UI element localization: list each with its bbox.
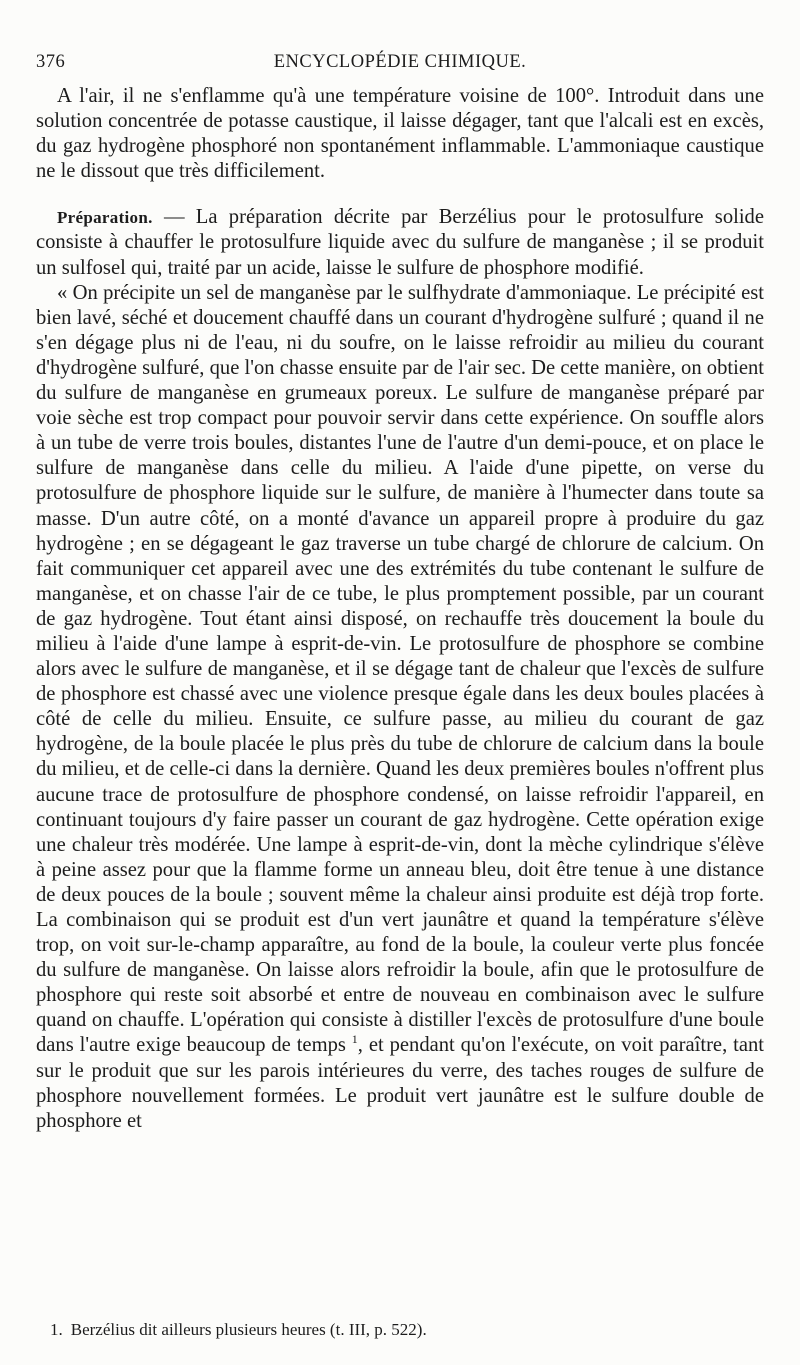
paragraph <box>36 281 764 1134</box>
paragraph-text: A l'air, il ne s'enflamme qu'à une température voisine de 100°. Introduit dans une solution concentrée de potasse caustique, il laisse dégager, tant que l'alcali est en excès, du gaz hydrogène phosphoré non spontanément inflammable. L'ammoniaque caustique ne le dissout que très difficilement. <box>36 85 764 183</box>
footnote <box>50 1319 750 1341</box>
paragraph-text: « On précipite un sel de manganèse par le sulfhydrate d'ammoniaque. Le précipité est bien lavé, séché et doucement chauffé dans un courant d'hydrogène sulfuré ; quand il ne s'en dégage plus ni de l'eau, ni du soufre, on le laisse refroidir au milieu du courant d'hydrogène sulfuré, que l'on chasse ensuite par de l'air sec. De cette manière, on obtient du sulfure de manganèse en grumeaux poreux. Le sulfure de manganèse préparé par voie sèche est trop compact pour pouvoir servir dans cette expérience. On souffle alors à un tube de verre trois boules, distantes l'une de l'autre d'un demi-pouce, et on place le sulfure de manganèse dans celle du milieu. A l'aide d'une pipette, on verse du protosulfure de phosphore liquide sur le sulfure, de manière à l'humecter dans toute sa masse. D'un autre côté, on a monté d'avance un appareil propre à produire du gaz hydrogène ; en se dégageant le gaz traverse un tube chargé de chlorure de calcium. On fait communiquer cet appareil avec une des extrémités du tube contenant le sulfure de manganèse, et on chasse l'air de ce tube, le plus promptement possible, par un courant de gaz hydrogène. Tout étant ainsi disposé, on rechauffe très doucement la boule du milieu à l'aide d'une lampe à esprit-de-vin. Le protosulfure de phosphore se combine alors avec le sulfure de manganèse, et il se dégage tant de chaleur que l'excès de sulfure de phosphore est chassé avec une violence presque égale dans les deux boules placées à côté de celle du milieu. Ensuite, ce sulfure passe, au milieu du courant de gaz hydrogène, de la boule placée le plus près du tube de chlorure de calcium dans la boule du milieu, et de celle-ci dans la dernière. Quand les deux premières boules n'offrent plus aucune trace de protosulfure de phosphore condensé, on laisse refroidir l'appareil, en continuant toujours d'y faire passer un courant de gaz hydrogène. Cette opération exige une chaleur très modérée. Une lampe à esprit-de-vin, dont la mèche cylindrique s'élève à peine assez pour que la flamme forme un anneau bleu, doit être tenue à une distance de deux pouces de la boule ; souvent même la chaleur ainsi produite est déjà trop forte. La combinaison qui se produit est d'un vert jaunâtre et quand la température s'élève trop, on voit sur-le-champ apparaître, au fond de la boule, la couleur verte plus foncée du sulfure de manganèse. On laisse alors refroidir la boule, afin que le protosulfure de phosphore qui reste soit absorbé et entre de nouveau en combinaison avec le sulfure quand on chauffe. L'opération qui consiste à distiller l'excès de protosulfure d'une boule dans l'autre exige beaucoup de temps <box>36 281 764 1057</box>
section-heading: Préparation. <box>57 208 153 228</box>
page-number: 376 <box>36 52 66 72</box>
paragraph <box>36 84 764 184</box>
body-text <box>36 84 764 1134</box>
paragraph-text-continued: , et pendant qu'on l'exécute, on voit paraître, tant sur le produit que sur les parois intérieures du verre, des taches rouges de sulfure de phosphore nouvellement formées. Le produit vert jaunâtre est le sulfure double de phosphore et <box>36 1034 764 1132</box>
running-title: ENCYCLOPÉDIE CHIMIQUE. <box>273 52 527 72</box>
footnote-reference: 1 <box>351 1032 358 1047</box>
paragraph <box>36 205 764 280</box>
page-header <box>36 52 764 78</box>
paragraph-text: — La préparation décrite par Berzélius pour le protosulfure solide consiste à chauffer le protosulfure liquide avec du sulfure de manganèse ; il se produit un sulfosel qui, traité par un acide, laisse le sulfure de phosphore modifié. <box>36 206 764 279</box>
footnote-text: Berzélius dit ailleurs plusieurs heures (t. III, p. 522). <box>70 1320 427 1339</box>
footnote-number: 1. <box>50 1320 63 1339</box>
